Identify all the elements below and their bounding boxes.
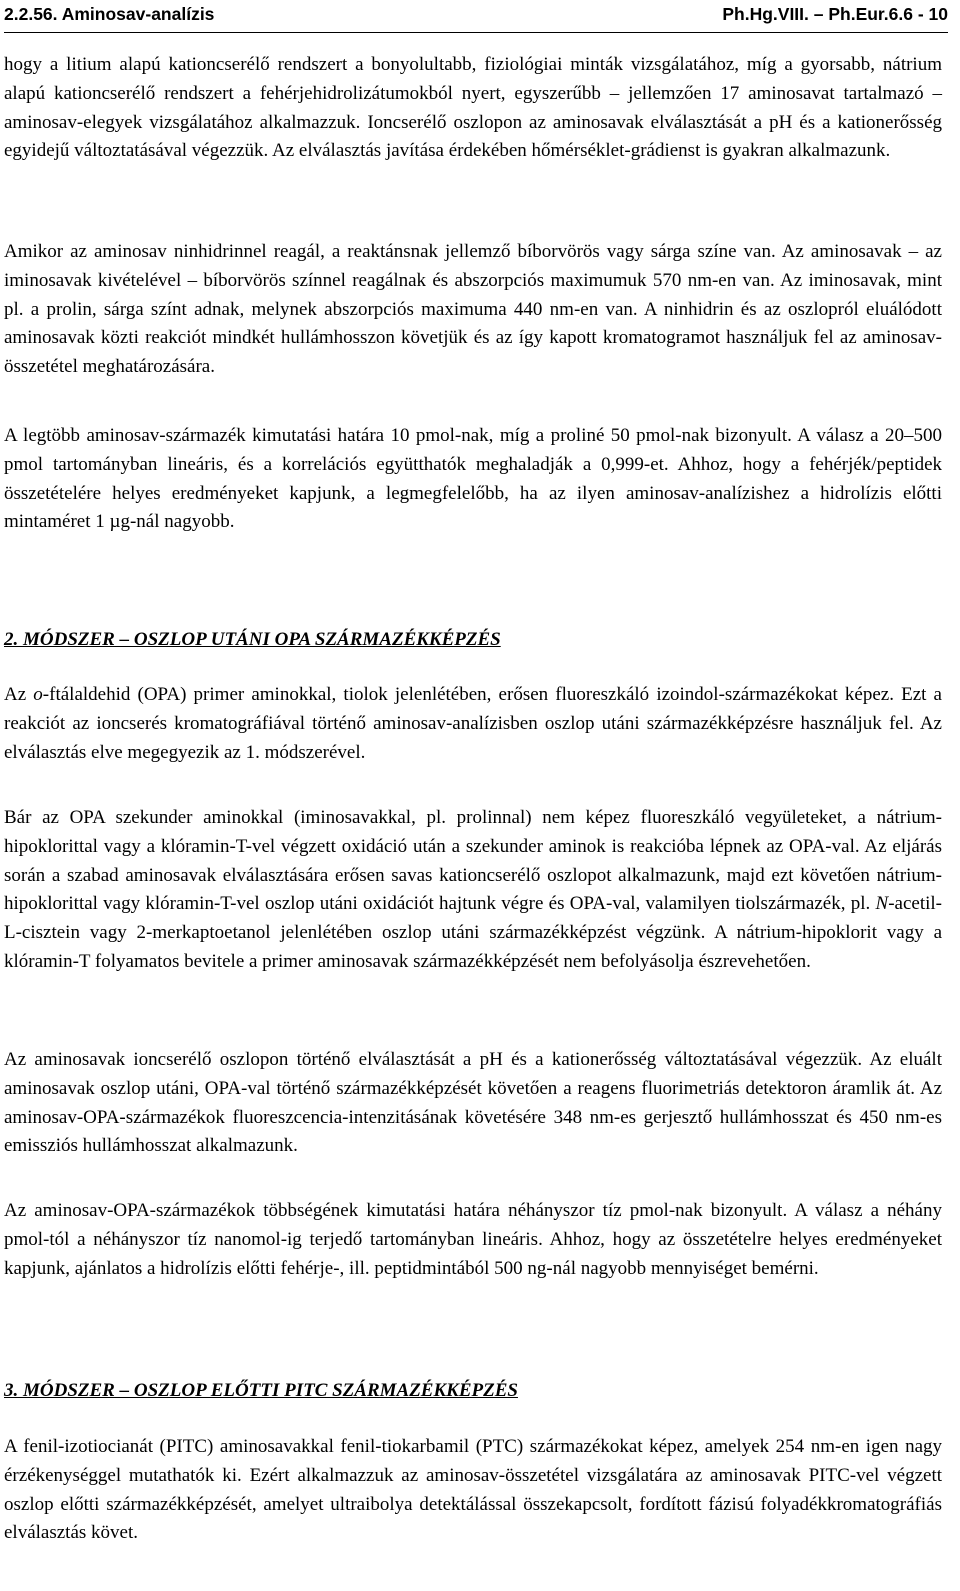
p4-prefix: Az <box>4 684 34 705</box>
heading-method-2: 2. MÓDSZER – OSZLOP UTÁNI OPA SZÁRMAZÉKKÉPZÉS <box>4 629 501 650</box>
paragraph-opa-intro <box>4 681 942 767</box>
header-pharmacopoeia-ref: Ph.Hg.VIII. – Ph.Eur.6.6 - 10 <box>722 4 948 24</box>
paragraph-opa-limits: Az aminosav-OPA-származékok többségének kimutatási határa néhányszor tíz pmol-nak bizonyult. A válasz a néhány pmol-tól a néhányszor tíz nanomol-ig terjedő tartományban lineáris. Ahhoz, hogy az összetételre helyes eredményeket kapjunk, ajánlatos a hidrolízis előtti fehérje-, ill. peptidmintából 500 ng-nál nagyobb mennyiséget bemérni. <box>4 1200 942 1279</box>
p5-main: Bár az OPA szekunder aminokkal (iminosavakkal, pl. prolinnal) nem képez fluoreszkáló vegyületeket, a nátrium-hipoklorittal vagy a klóramin-T-vel végzett oxidáció után a szekunder aminok is reakcióba lépnek az OPA-val. Az eljárás során a szabad aminosavak elválasztására erősen savas kationcserélő oszlopot alkalmazunk, majd ezt követően nátrium-hipoklorittal vagy klóramin-T-vel oszlop utáni oxidációt hajtunk végre és OPA-val, valamilyen tiolszármazék, pl. <box>4 807 942 915</box>
p5-italic-n: N <box>875 893 889 915</box>
paragraph-pitc-intro: A fenil-izotiocianát (PITC) aminosavakkal fenil-tiokarbamil (PTC) származékokat képez, amelyek 254 nm-en igen nagy érzékenységgel mutathatók ki. Ezért alkalmazzuk az aminosav-összetétel vizsgálatára az aminosavak PITC-vel végzett oszlop előtti származékképzését, amelyet ultraibolya detektálással összekapcsolt, fordított fázisú folyadékkromatográfiás elválasztás követ. <box>4 1436 942 1544</box>
p5-rest: -acetil-L-cisztein vagy 2-merkaptoetanol jelenlétében oszlop utáni származékképzést végzünk. A nátrium-hipoklorit vagy a klóramin-T folyamatos bevitele a primer aminosavak származékképzését nem befolyásolja észrevehetően. <box>4 893 942 972</box>
p4-italic-o: o <box>33 684 43 705</box>
paragraph-ninhydrin-reaction: Amikor az aminosav ninhidrinnel reagál, a reaktánsnak jellemző bíborvörös vagy sárga színe van. Az aminosavak – az iminosavak kivételével – bíborvörös színnel reagálnak és abszorpciós maximumuk 570 nm-en van. Az iminosavak, mint pl. a prolin, sárga színt adnak, melynek abszorpciós maximuma 440 nm-en van. A ninhidrin és az oszlopról eluálódott aminosavak közti reakciót mindkét hullámhosszon követjük és az így kapott kromatogramot használjuk fel az aminosav-összetétel meghatározására. <box>4 241 942 378</box>
p4-rest: -ftálaldehid (OPA) primer aminokkal, tiolok jelenlétében, erősen fluoreszkáló izoindol-származékokat képez. Ezt a reakciót az ioncserés kromatográfiával történő aminosav-analízisben oszlop utáni származékképzésre használjuk fel. Az elválasztás elve megegyezik az 1. módszerével. <box>4 684 942 763</box>
paragraph-opa-detection: Az aminosavak ioncserélő oszlopon történő elválasztását a pH és a kationerősség változtatásával végezzük. Az eluált aminosavak oszlop utáni, OPA-val történő származékképzését követően a reagens fluorimetriás detektoron áramlik át. Az aminosav-OPA-származékok fluoreszcencia-intenzitásának követésére 348 nm-es gerjesztő hullámhosszat és 450 nm-es emissziós hullámhosszat alkalmazunk. <box>4 1049 942 1157</box>
header-section-title: 2.2.56. Aminosav-analízis <box>4 4 215 24</box>
heading-method-3: 3. MÓDSZER – OSZLOP ELŐTTI PITC SZÁRMAZÉKKÉPZÉS <box>4 1380 518 1401</box>
paragraph-secondary-amines <box>4 804 942 977</box>
paragraph-cation-exchange: hogy a litium alapú kationcserélő rendszert a bonyolultabb, fiziológiai minták vizsgálatához, míg a gyorsabb, nátrium alapú kationcserélő rendszert a fehérjehidrolizátumokból nyert, egyszerűbb – jellemzően 17 aminosavat tartalmazó – aminosav-elegyek vizsgálatához alkalmazzuk. Ioncserélő oszlopon az aminosavak elválasztását a pH és a kationerősség egyidejű változtatásával végezzük. Az elválasztás javítása érdekében hőmérséklet-grádienst is gyakran alkalmazunk. <box>4 54 942 162</box>
running-header <box>4 2 948 33</box>
paragraph-detection-limits: A legtöbb aminosav-származék kimutatási határa 10 pmol-nak, míg a proliné 50 pmol-nak bizonyult. A válasz a 20–500 pmol tartományban lineáris, és a korrelációs együtthatók meghaladják a 0,999-et. Ahhoz, hogy a fehérjék/peptidek összetételére helyes eredményeket kapjunk, a legmegfelelőbb, ha az ilyen aminosav-analízishez a hidrolízis előtti mintaméret 1 µg-nál nagyobb. <box>4 425 942 533</box>
